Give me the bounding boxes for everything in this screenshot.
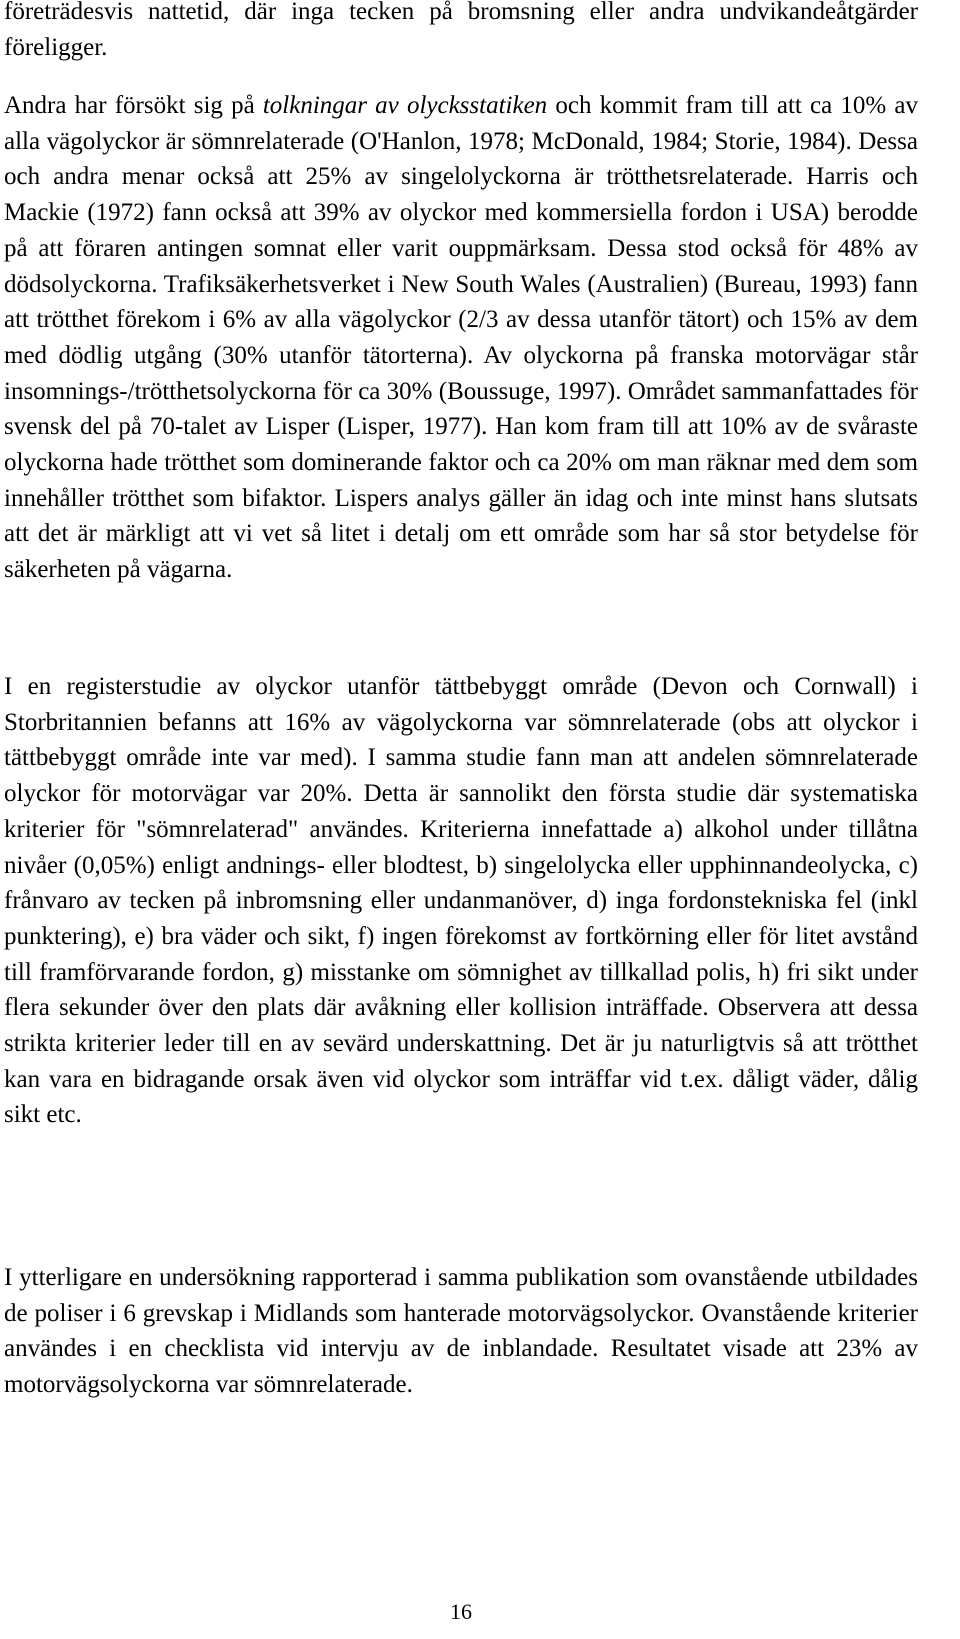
paragraph-midlands-study: I ytterligare en undersökning rapporterad i samma publikation som ovanstående utbildades de poliser i 6 grevskap i Midlands som hanterade motorvägsolyckor. Ovanstående kriterier användes i en checklista vid intervju av de inblandade. Resultatet visade att 23% av motorvägsolyckorna var sömnrelaterade.: [4, 1264, 918, 1399]
italic-term: tolkningar av olycksstatiken: [262, 92, 548, 119]
paragraph-text: Andra har försökt sig på: [4, 92, 263, 119]
paragraph-register-study: I en registerstudie av olyckor utanför tättbebyggt område (Devon och Cornwall) i Storbritannien befanns att 16% av vägolyckorna var sömnrelaterade (obs att olyckor i tättbebyggt område inte var med). I samma studie fann man att andelen sömnrelaterade olyckor för motorvägar var 20%. Detta är sannolikt den första studie där systematiska kriterier för "sömnrelaterad" användes. Kriterierna innefattade a) alkohol under tillåtna nivåer (0,05%) enligt andnings- eller blodtest, b) singelolycka eller upphinnandeolycka, c) frånvaro av tecken på inbromsning eller undanmanöver, d) inga fordonstekniska fel (inkl punktering), e) bra väder och sikt, f) ingen förekomst av fortkörning eller för litet avstånd till framförvarande fordon, g) misstanke om sömnighet av tillkallad polis, h) fri sikt under flera sekunder över den plats där avåkning eller kollision inträffade. Observera att dessa strikta kriterier leder till en av sevärd underskattning. Det är ju naturligtvis så att trötthet kan vara en bidragande orsak även vid olyckor som inträffar vid t.ex. dåligt väder, dålig sikt etc.: [4, 673, 918, 1129]
paragraph-continuation: företrädesvis nattetid, där inga tecken på bromsning eller andra undvikandeåtgärder föreligger.: [4, 0, 918, 61]
paragraph-accident-statistics: [4, 88, 918, 588]
page-number: 16: [450, 1599, 472, 1624]
paragraph-text: och kommit fram till att ca 10% av alla vägolyckor är sömnrelaterade (O'Hanlon, 1978; McDonald, 1984; Storie, 1984). Dessa och andra menar också att 25% av singelolyckorna är trötthetsrelaterade. Harris och Mackie (1972) fann också att 39% av olyckor med kommersiella fordon i USA) berodde på att föraren antingen somnat eller varit ouppmärksam. Dessa stod också för 48% av dödsolyckorna. Trafiksäkerhetsverket i New South Wales (Australien) (Bureau, 1993) fann att trötthet förekom i 6% av alla vägolyckor (2/3 av dessa utanför tätort) och 15% av dem med dödlig utgång (30% utanför tätorterna). Av olyckorna på franska motorvägar står insomnings-/trötthetsolyckorna för ca 30% (Boussuge, 1997). Området sammanfattades för svensk del på 70-talet av Lisper (Lisper, 1977). Han kom fram till att 10% av de svåraste olyckorna hade trötthet som dominerande faktor och ca 20% om man räknar med dem som innehåller trötthet som bifaktor. Lispers analys gäller än idag och inte minst hans slutsats att det är märkligt att vi vet så litet i detalj om ett område som har så stor betydelse för säkerheten på vägarna.: [4, 92, 918, 584]
